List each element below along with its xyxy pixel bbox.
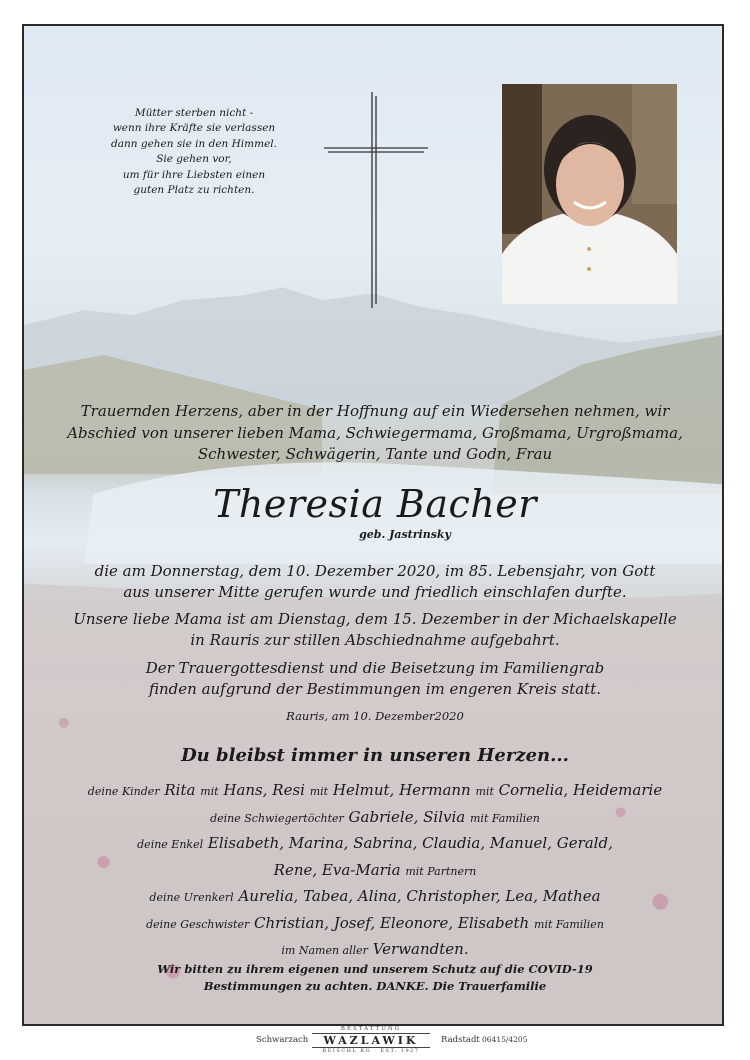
- family-names: Helmut, Hermann: [332, 781, 471, 799]
- family-names: Verwandten.: [372, 940, 469, 958]
- funeral-info: [24, 658, 724, 700]
- family-names: Rita: [164, 781, 196, 799]
- closing-line: Bestimmungen zu achten. DANKE. Die Trauerfamilie: [203, 979, 547, 993]
- intro-text: [24, 401, 724, 466]
- portrait-photo: [502, 84, 677, 304]
- viewing-info: [24, 609, 724, 651]
- logo-main-text: WAZLAWIK: [312, 1033, 430, 1048]
- funeral-home-footer: [0, 1026, 750, 1060]
- paragraph-line: in Rauris zur stillen Abschiednahme aufgebahrt.: [190, 631, 560, 649]
- family-suffix: mit Partnern: [405, 864, 477, 878]
- family-connector: mit: [309, 785, 329, 798]
- quote-line: dann gehen sie in den Himmel.: [111, 137, 277, 150]
- quote-line: wenn ihre Kräfte sie verlassen: [112, 122, 276, 135]
- logo-sub-text: REISCHL KG · EST. 1927: [322, 1048, 420, 1054]
- family-line-children: [24, 778, 724, 805]
- closing-note: [24, 961, 724, 995]
- family-label: im Namen aller: [281, 944, 368, 957]
- memorial-quote: [109, 106, 279, 198]
- footer-location-left: Schwarzach: [256, 1035, 309, 1045]
- obituary-frame: [22, 24, 724, 1026]
- family-list: [24, 778, 724, 964]
- family-label: deine Kinder: [87, 785, 160, 798]
- family-line-grandchildren: [24, 831, 724, 858]
- footer-phone: 06415/4205: [482, 1035, 528, 1044]
- family-suffix: mit Familien: [534, 917, 604, 931]
- family-connector: mit: [200, 785, 219, 798]
- family-names: Hans, Resi: [223, 781, 305, 799]
- family-line-grandchildren-2: [24, 858, 724, 885]
- family-connector: mit: [475, 785, 494, 798]
- quote-line: Mütter sterben nicht -: [134, 107, 254, 119]
- intro-line: Trauernden Herzens, aber in der Hoffnung auf ein Wiedersehen nehmen, wir: [80, 402, 670, 420]
- intro-line: Schwester, Schwägerin, Tante und Godn, Frau: [197, 445, 553, 463]
- family-label: deine Schwiegertöchter: [210, 811, 344, 825]
- quote-line: um für ihre Liebsten einen: [122, 168, 266, 181]
- maiden-name: geb. Jastrinsky: [359, 528, 451, 541]
- family-names: Christian, Josef, Eleonore, Elisabeth: [254, 913, 530, 932]
- family-label: deine Geschwister: [146, 917, 250, 931]
- family-line-great-grandchildren: [24, 884, 724, 911]
- paragraph-line: die am Donnerstag, dem 10. Dezember 2020, im 85. Lebensjahr, von Gott: [94, 562, 656, 580]
- place-date: Rauris, am 10. Dezember2020: [286, 709, 464, 723]
- death-announcement: [24, 561, 724, 603]
- family-line-siblings: [24, 911, 724, 938]
- cross-icon: [322, 90, 432, 310]
- quote-line: guten Platz zu richten.: [133, 184, 255, 197]
- family-names: Elisabeth, Marina, Sabrina, Claudia, Manuel, Gerald,: [207, 834, 613, 852]
- paragraph-line: aus unserer Mitte gerufen wurde und friedlich einschlafen durfte.: [123, 583, 627, 601]
- family-label: deine Enkel: [137, 838, 204, 851]
- paragraph-line: finden aufgrund der Bestimmungen im engeren Kreis statt.: [149, 680, 601, 698]
- family-names: Aurelia, Tabea, Alina, Christopher, Lea, Mathea: [238, 887, 601, 905]
- intro-line: Abschied von unserer lieben Mama, Schwiegermama, Großmama, Urgroßmama,: [67, 423, 683, 442]
- deceased-name: Theresia Bacher: [213, 482, 537, 526]
- paragraph-line: Der Trauergottesdienst und die Beisetzung im Familiengrab: [145, 659, 605, 677]
- family-line-relatives: [24, 937, 724, 964]
- family-names: Rene, Eva-Maria: [273, 860, 401, 879]
- family-suffix: mit Familien: [470, 811, 540, 825]
- funeral-home-logo: [312, 1026, 430, 1056]
- family-names: Cornelia, Heidemarie: [498, 781, 663, 799]
- family-label: deine Urenkerl: [149, 891, 234, 904]
- family-line-daughters-in-law: [24, 805, 724, 832]
- closing-line: Wir bitten zu ihrem eigenen und unserem Schutz auf die COVID-19: [157, 962, 593, 976]
- logo-top-text: BESTATTUNG: [340, 1026, 402, 1032]
- memorial-motto: Du bleibst immer in unseren Herzen...: [181, 745, 569, 766]
- quote-line: Sie gehen vor,: [156, 153, 232, 166]
- family-names: Gabriele, Silvia: [348, 807, 466, 826]
- footer-location-right: Radstadt: [441, 1035, 480, 1045]
- paragraph-line: Unsere liebe Mama ist am Dienstag, dem 15. Dezember in der Michaelskapelle: [73, 610, 677, 628]
